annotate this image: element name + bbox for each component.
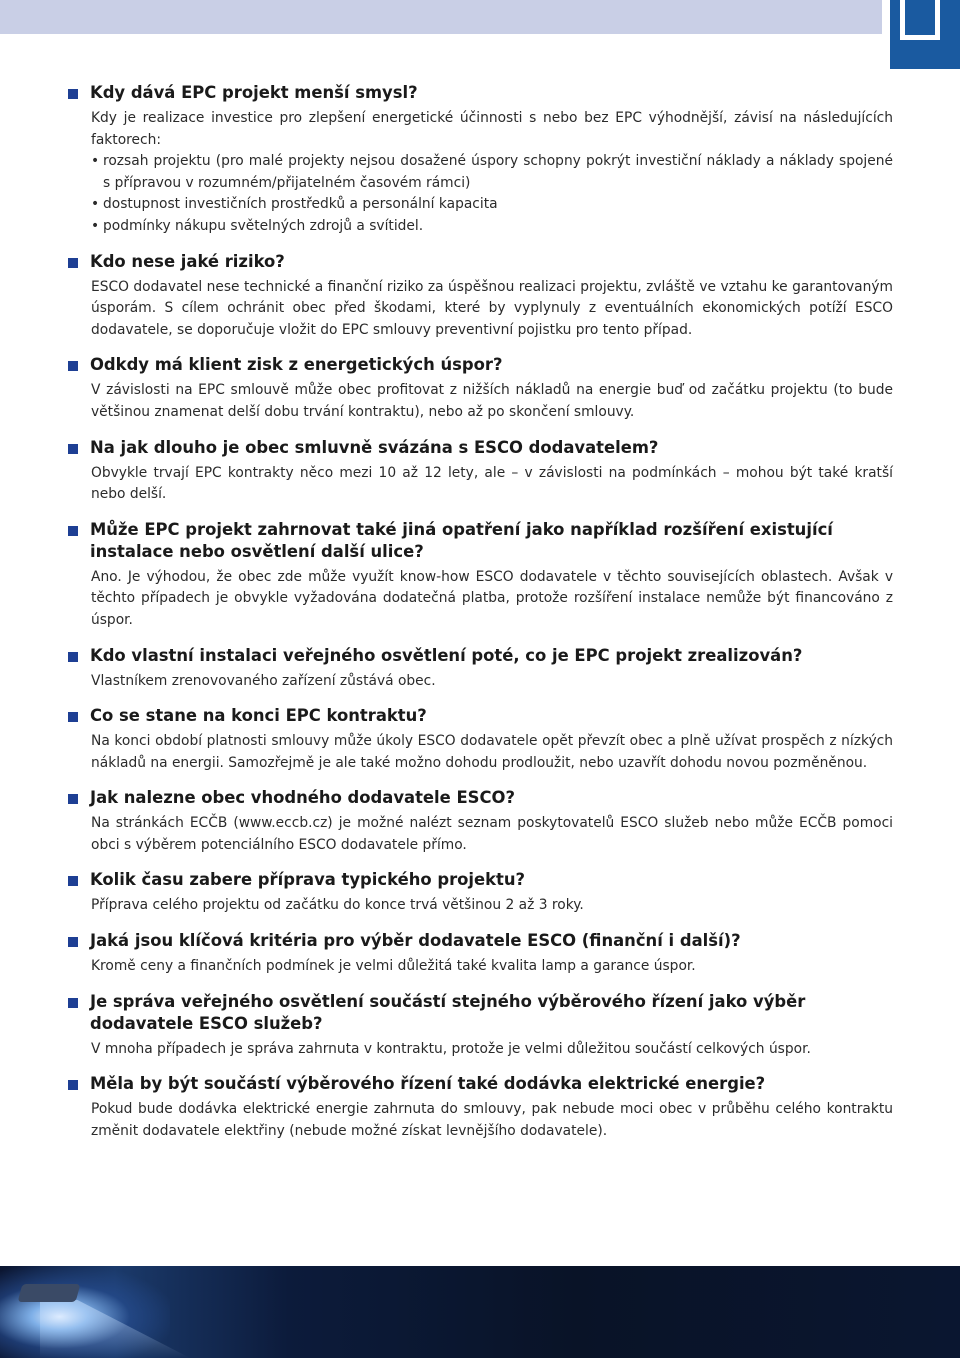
list-item: • podmínky nákupu světelných zdrojů a svítidel. bbox=[91, 216, 893, 238]
corner-logo-mark bbox=[890, 0, 960, 69]
faq-item bbox=[67, 991, 893, 1061]
faq-answer: Příprava celého projektu od začátku do konce trvá většinou 2 až 3 roky. bbox=[91, 897, 584, 914]
faq-question bbox=[67, 787, 893, 809]
faq-answer: Vlastníkem zrenovovaného zařízení zůstává obec. bbox=[91, 672, 436, 689]
faq-question bbox=[67, 82, 893, 104]
faq-question bbox=[67, 991, 893, 1035]
faq-answer: Na konci období platnosti smlouvy může úkoly ESCO dodavatele opět převzít obec a plně užívat prospěch z nízkých nákladů na energii. Samozřejmě je ale také možno dohodu prodloužit, nebo uzavřít dohodu novou pozměněnou. bbox=[91, 733, 893, 771]
square-bullet-icon bbox=[68, 794, 78, 804]
faq-item bbox=[67, 787, 893, 856]
faq-item bbox=[67, 354, 893, 423]
faq-item bbox=[67, 930, 893, 978]
corner-logo-frame bbox=[900, 0, 940, 40]
square-bullet-icon bbox=[68, 89, 78, 99]
faq-item bbox=[67, 869, 893, 917]
square-bullet-icon bbox=[68, 258, 78, 268]
faq-item bbox=[67, 519, 893, 632]
faq-item bbox=[67, 1073, 893, 1142]
square-bullet-icon bbox=[68, 712, 78, 722]
faq-answer: Ano. Je výhodou, že obec zde může využít know-how ESCO dodavatele v těchto souvisejících oblastech. Avšak v těchto případech je obvykle vyžadována dodatečná platba, protože rozšíření instalace nemůže být financováno z úspor. bbox=[91, 568, 893, 628]
square-bullet-icon bbox=[68, 937, 78, 947]
faq-question bbox=[67, 519, 893, 563]
faq-question bbox=[67, 251, 893, 273]
faq-question-text: Je správa veřejného osvětlení součástí stejného výběrového řízení jako výběr dodavatele ESCO služeb? bbox=[90, 991, 806, 1033]
faq-question-text: Kdy dává EPC projekt menší smysl? bbox=[90, 83, 418, 102]
faq-question bbox=[67, 869, 893, 891]
faq-question bbox=[67, 437, 893, 459]
square-bullet-icon bbox=[68, 361, 78, 371]
faq-question-text: Odkdy má klient zisk z energetických úspor? bbox=[90, 355, 503, 375]
square-bullet-icon bbox=[68, 652, 78, 662]
factor-list bbox=[91, 151, 893, 237]
faq-question-text: Na jak dlouho je obec smluvně svázána s ESCO dodavatelem? bbox=[90, 437, 659, 457]
list-item: • rozsah projektu (pro malé projekty nejsou dosažené úspory schopny pokrýt investiční náklady a náklady spojené s přípravou v rozumném/přijatelném časovém rámci) bbox=[91, 151, 893, 194]
faq-question bbox=[67, 1073, 893, 1095]
square-bullet-icon bbox=[68, 444, 78, 454]
faq-item bbox=[67, 437, 893, 506]
list-item: • dostupnost investičních prostředků a personální kapacita bbox=[91, 194, 893, 216]
faq-answer bbox=[91, 108, 893, 238]
faq-question-text: Jak nalezne obec vhodného dodavatele ESCO? bbox=[90, 788, 515, 808]
faq-question bbox=[67, 354, 893, 376]
faq-answer: Obvykle trvají EPC kontrakty něco mezi 10 až 12 lety, ale – v závislosti na podmínkách – mohou být také kratší nebo delší. bbox=[91, 464, 893, 503]
faq-question-text: Kdo nese jaké riziko? bbox=[90, 251, 285, 271]
faq-answer: V závislosti na EPC smlouvě může obec profitovat z nižších nákladů na energie buď od začátku projektu (to bude většinou znamenat delší dobu trvání kontraktu), nebo až po skončení smlouvy. bbox=[91, 382, 893, 420]
street-lamp-icon bbox=[18, 1284, 81, 1302]
faq-answer: Pokud bude dodávka elektrické energie zahrnuta do smlouvy, pak nebude moci obec v průběhu celého kontraktu změnit dodavatele elektřiny (nebude možné získat levnějšího dodavatele). bbox=[91, 1101, 893, 1139]
square-bullet-icon bbox=[68, 998, 78, 1008]
faq-answer: ESCO dodavatel nese technické a finanční riziko za úspěšnou realizaci projektu, zvláště ve vztahu ke garantovaným úsporám. S cílem ochránit obec před škodami, které by vyplynuly z eventuálních ekonomických potíží ESCO dodavatele, se doporučuje vložit do EPC smlouvy preventivní pojistku pro tento případ. bbox=[91, 278, 893, 338]
faq-question-text: Kolik času zabere příprava typického projektu? bbox=[90, 870, 526, 890]
faq-answer: V mnoha případech je správa zahrnuta v kontraktu, protože je velmi důležitou součástí celkových úspor. bbox=[91, 1040, 811, 1057]
faq-item bbox=[67, 82, 893, 238]
faq-question-text: Může EPC projekt zahrnovat také jiná opatření jako například rozšíření existující instalace nebo osvětlení další ulice? bbox=[90, 519, 833, 561]
faq-item bbox=[67, 705, 893, 774]
faq-question bbox=[67, 645, 893, 667]
square-bullet-icon bbox=[68, 876, 78, 886]
faq-answer: Kromě ceny a finančních podmínek je velmi důležitá také kvalita lamp a garance úspor. bbox=[91, 958, 696, 975]
faq-content bbox=[67, 82, 893, 1155]
faq-question-text: Co se stane na konci EPC kontraktu? bbox=[90, 706, 427, 726]
faq-item bbox=[67, 251, 893, 342]
street-lamp-photo bbox=[0, 1266, 960, 1358]
faq-question bbox=[67, 705, 893, 727]
faq-answer-text: Kdy je realizace investice pro zlepšení energetické účinnosti s nebo bez EPC výhodnější, závisí na následujících faktorech: bbox=[91, 110, 893, 148]
faq-question-text: Měla by být součástí výběrového řízení také dodávka elektrické energie? bbox=[90, 1074, 766, 1094]
faq-item bbox=[67, 645, 893, 693]
faq-question bbox=[67, 930, 893, 952]
faq-answer: Na stránkách ECČB (www.eccb.cz) je možné nalézt seznam poskytovatelů ESCO služeb nebo může ECČB pomoci obci s výběrem potenciálního ESCO dodavatele přímo. bbox=[91, 815, 893, 853]
faq-question-text: Jaká jsou klíčová kritéria pro výběr dodavatele ESCO (finanční i další)? bbox=[90, 931, 741, 951]
header-band bbox=[0, 0, 882, 34]
square-bullet-icon bbox=[68, 526, 78, 536]
square-bullet-icon bbox=[68, 1080, 78, 1090]
faq-question-text: Kdo vlastní instalaci veřejného osvětlení poté, co je EPC projekt zrealizován? bbox=[90, 645, 803, 665]
